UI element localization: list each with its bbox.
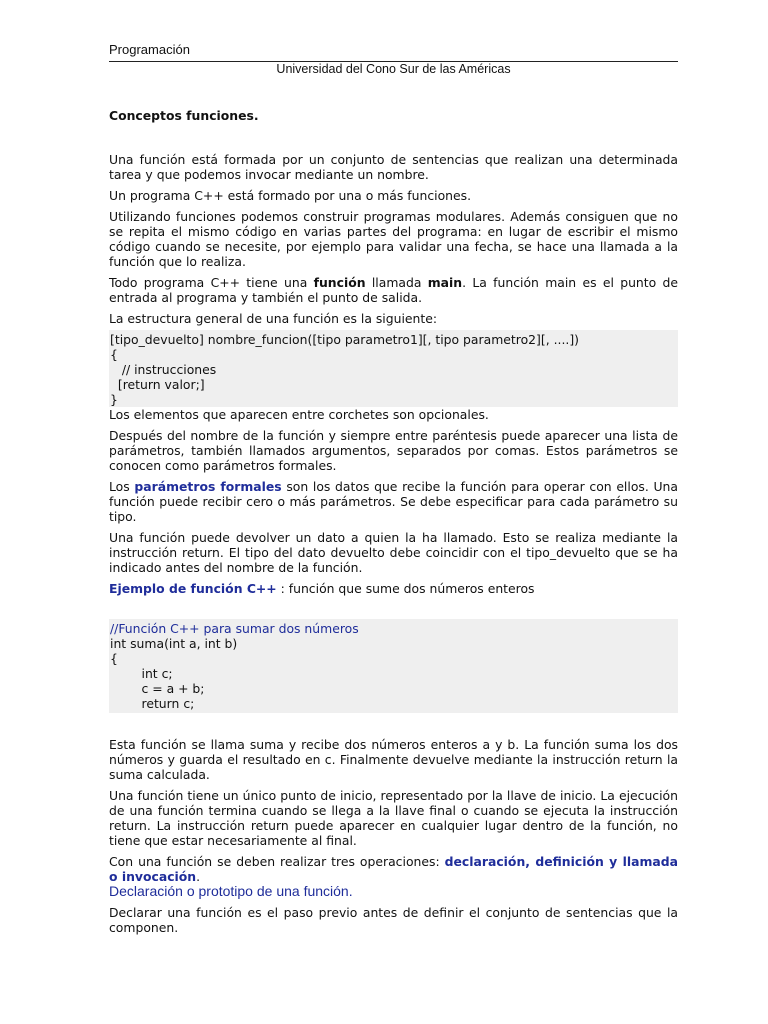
formal-params-term: parámetros formales xyxy=(134,479,282,494)
paragraph-definition: Una función está formada por un conjunto de sentencias que realizan una determinada tarea y que podemos invocar mediante un nombre. xyxy=(109,152,678,182)
code-line: int c; xyxy=(110,666,173,681)
code-block-structure xyxy=(109,330,678,407)
code-line: [return valor;] xyxy=(110,377,205,392)
paragraph-operations: Con una función se deben realizar tres operaciones: declaración, definición y llamada o invocación. xyxy=(109,854,678,884)
paragraph-declare: Declarar una función es el paso previo antes de definir el conjunto de sentencias que la componen. xyxy=(109,905,678,935)
code-line: { xyxy=(110,347,118,362)
operations-terms: declaración, definición y llamada o invocación xyxy=(109,854,678,884)
code-line: c = a + b; xyxy=(110,681,205,696)
paragraph-example: Ejemplo de función C++ : función que sume dos números enteros xyxy=(109,581,535,596)
bold-main: main xyxy=(427,275,463,290)
header-university: Universidad del Cono Sur de las Américas xyxy=(276,62,511,76)
paragraph-return: Una función puede devolver un dato a quien la ha llamado. Esto se realiza mediante la instrucción return. El tipo del dato devuelto debe coincidir con el tipo_devuelto que se ha indicado antes del nombre de la función. xyxy=(109,530,678,575)
section-title: Conceptos funciones. xyxy=(109,108,259,123)
paragraph-formal-params: Los parámetros formales son los datos que recibe la función para operar con ellos. Una función puede recibir cero o más parámetros. Se debe especificar para cada parámetro su tipo. xyxy=(109,479,678,524)
paragraph-program: Un programa C++ está formado por una o más funciones. xyxy=(109,188,472,203)
code-line: return c; xyxy=(110,696,195,711)
paragraph-parameters: Después del nombre de la función y siempre entre paréntesis puede aparecer una lista de parámetros, también llamados argumentos, separados por comas. Estos parámetros se conocen como parámetros formales. xyxy=(109,428,678,473)
paragraph-optional: Los elementos que aparecen entre corchetes son opcionales. xyxy=(109,407,489,422)
subheading-declaration: Declaración o prototipo de una función. xyxy=(109,883,353,899)
paragraph-modular: Utilizando funciones podemos construir programas modulares. Además consiguen que no se repita el mismo código en varias partes del programa: en lugar de escribir el mismo código cuando se necesite, por ejemplo para validar una fecha, se hace una llamada a la función que lo realiza. xyxy=(109,209,678,269)
code-line: { xyxy=(110,651,118,666)
bold-funcion: función xyxy=(313,275,366,290)
code-line: [tipo_devuelto] nombre_funcion([tipo parametro1][, tipo parametro2][, ....]) xyxy=(110,332,580,347)
example-heading: Ejemplo de función C++ xyxy=(109,581,277,596)
paragraph-main: Todo programa C++ tiene una función llamada main. La función main es el punto de entrada al programa y también el punto de salida. xyxy=(109,275,678,305)
document-body xyxy=(109,108,678,941)
code-line: } xyxy=(110,392,118,407)
paragraph-structure-intro: La estructura general de una función es la siguiente: xyxy=(109,311,438,326)
code-line: // instrucciones xyxy=(110,362,217,377)
code-block-example xyxy=(109,619,678,713)
code-line: int suma(int a, int b) xyxy=(110,636,238,651)
header-course: Programación xyxy=(109,42,190,57)
paragraph-entry-exit: Una función tiene un único punto de inicio, representado por la llave de inicio. La ejecución de una función termina cuando se llega a la llave final o cuando se ejecuta la instrucción return. La instrucción return puede aparecer en cualquier lugar dentro de la función, no tiene que estar necesariamente al final. xyxy=(109,788,678,848)
paragraph-explanation: Esta función se llama suma y recibe dos números enteros a y b. La función suma los dos números y guarda el resultado en c. Finalmente devuelve mediante la instrucción return la suma calculada. xyxy=(109,737,678,782)
code-comment: //Función C++ para sumar dos números xyxy=(110,621,359,636)
